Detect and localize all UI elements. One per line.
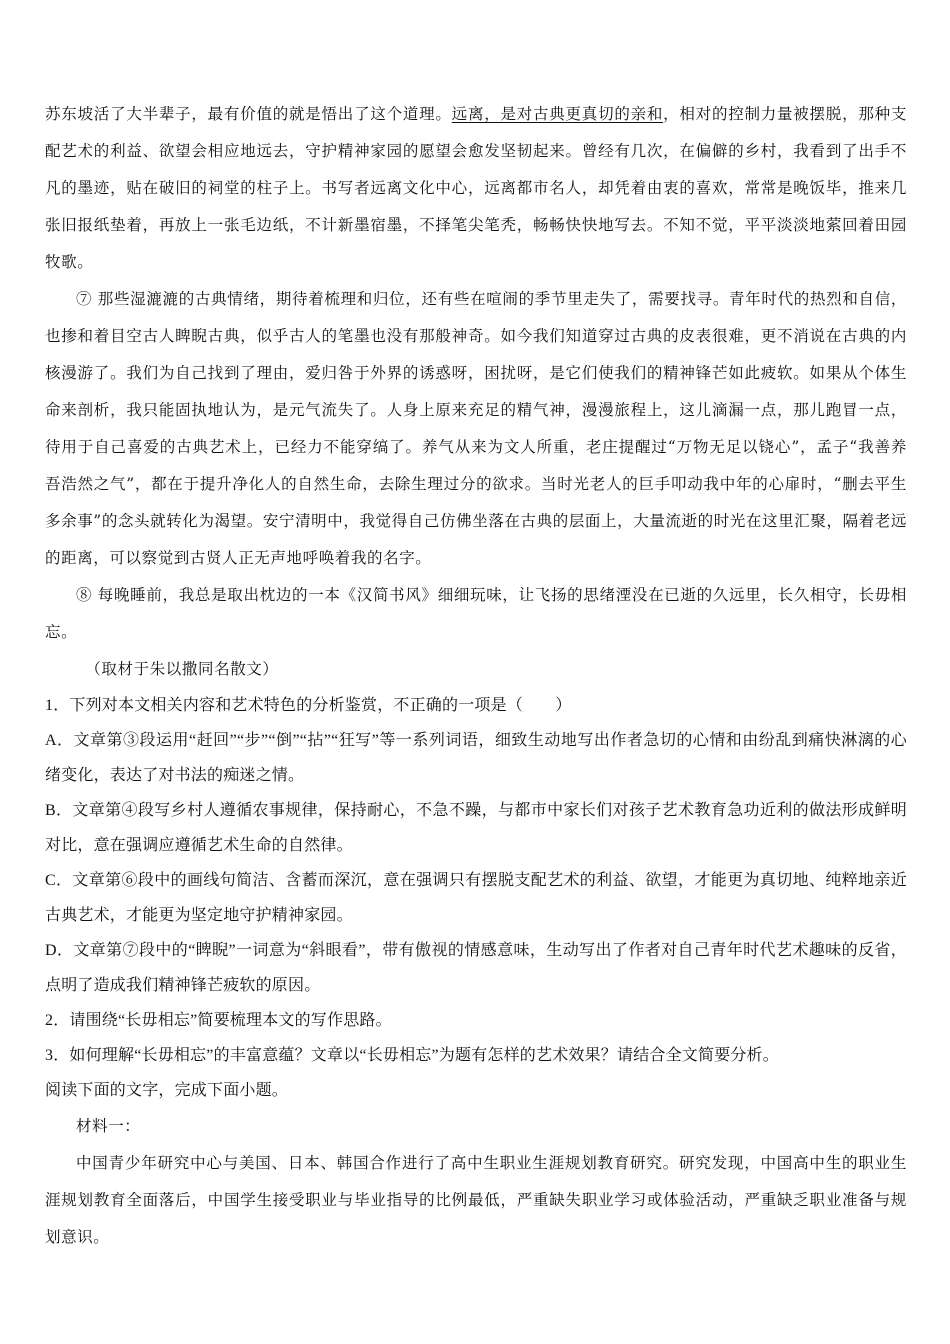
- question-2: 2．请围绕“长毋相忘”简要梳理本文的写作思路。: [45, 1012, 392, 1029]
- passage-paragraph-8: ⑧ 每晚睡前，我总是取出枕边的一本《汉简书风》细细玩味，让飞扬的思绪湮没在已逝的久远里，长久相守，长毋相忘。: [45, 586, 907, 641]
- option-b: B．文章第④段写乡村人遵循农事规律，保持耐心，不急不躁，与都市中家长们对孩子艺术教育急功近利的做法形成鲜明对比，意在强调应遵循艺术生命的自然律。: [45, 802, 907, 854]
- question-1: 1．下列对本文相关内容和艺术特色的分析鉴赏，不正确的一项是（ ）: [45, 697, 572, 714]
- material-label: 材料一：: [76, 1117, 141, 1135]
- option-d: D．文章第⑦段中的“睥睨”一词意为“斜眼看”，带有傲视的情感意味，生动写出了作者对自己青年时代艺术趣味的反省，点明了造成我们精神锋芒疲软的原因。: [45, 942, 907, 994]
- underlined-sentence: 远离，是对古典更真切的亲和: [451, 105, 664, 123]
- document-page: [45, 96, 907, 1256]
- paragraph-6-text-rest: ，相对的控制力量被摆脱，那种支配艺术的利益、欲望会相应地远去，守护精神家园的愿望会愈发坚韧起来。曾经有几次，在偏僻的乡村，我看到了出手不凡的墨迹，贴在破旧的祠堂的柱子上。书写者远离文化中心，远离都市名人，却凭着由衷的喜欢，常常是晚饭毕，推来几张旧报纸垫着，再放上一张毛边纸，不计新墨宿墨，不择笔尖笔秃，畅畅快快地写去。不知不觉，平平淡淡地萦回着田园牧歌。: [45, 105, 907, 271]
- passage-paragraph-6: [45, 96, 907, 281]
- material-one-text: 中国青少年研究中心与美国、日本、韩国合作进行了高中生职业生涯规划教育研究。研究发现，中国高中生的职业生涯规划教育全面落后，中国学生接受职业与毕业指导的比例最低，严重缺失职业学习或体验活动，严重缺乏职业准备与规划意识。: [45, 1154, 907, 1246]
- question-3: 3．如何理解“长毋相忘”的丰富意蕴？文章以“长毋相忘”为题有怎样的艺术效果？请结合全文简要分析。: [45, 1047, 780, 1064]
- reading-instruction: 阅读下面的文字，完成下面小题。: [45, 1082, 289, 1099]
- option-c: C．文章第⑥段中的画线句简洁、含蓄而深沉，意在强调只有摆脱支配艺术的利益、欲望，才能更为真切地、纯粹地亲近古典艺术，才能更为坚定地守护精神家园。: [45, 872, 907, 924]
- passage-source: （取材于朱以撒同名散文）: [85, 660, 279, 678]
- option-a: A．文章第③段运用“赶回”“步”“倒”“拈”“狂写”等一系列词语，细致生动地写出作者急切的心情和由纷乱到痛快淋漓的心绪变化，表达了对书法的痴迷之情。: [45, 732, 907, 784]
- passage-paragraph-7: ⑦ 那些湿漉漉的古典情绪，期待着梳理和归位，还有些在喧闹的季节里走失了，需要找寻。青年时代的热烈和自信，也掺和着目空古人睥睨古典，似乎古人的笔墨也没有那般神奇。如今我们知道穿过古典的皮表很难，更不消说在古典的内核漫游了。我们为自己找到了理由，爱归咎于外界的诱惑呀，困扰呀，是它们使我们的精神锋芒如此疲软。如果从个体生命来剖析，我只能固执地认为，是元气流失了。人身上原来充足的精气神，漫漫旅程上，这儿滴漏一点，那儿跑冒一点，待用于自己喜爱的古典艺术上，已经力不能穿缟了。养气从来为文人所重，老庄提醒过“万物无足以铙心”，孟子“我善养吾浩然之气”，都在于提升净化人的自然生命，去除生理过分的欲求。当时光老人的巨手叩动我中年的心扉时，“删去平生多余事”的念头就转化为渴望。安宁清明中，我觉得自己仿佛坐落在古典的层面上，大量流逝的时光在这里汇聚，隔着老远的距离，可以察觉到古贤人正无声地呼唤着我的名字。: [45, 290, 907, 567]
- paragraph-6-text-start: 苏东坡活了大半辈子，最有价值的就是悟出了这个道理。: [45, 105, 452, 123]
